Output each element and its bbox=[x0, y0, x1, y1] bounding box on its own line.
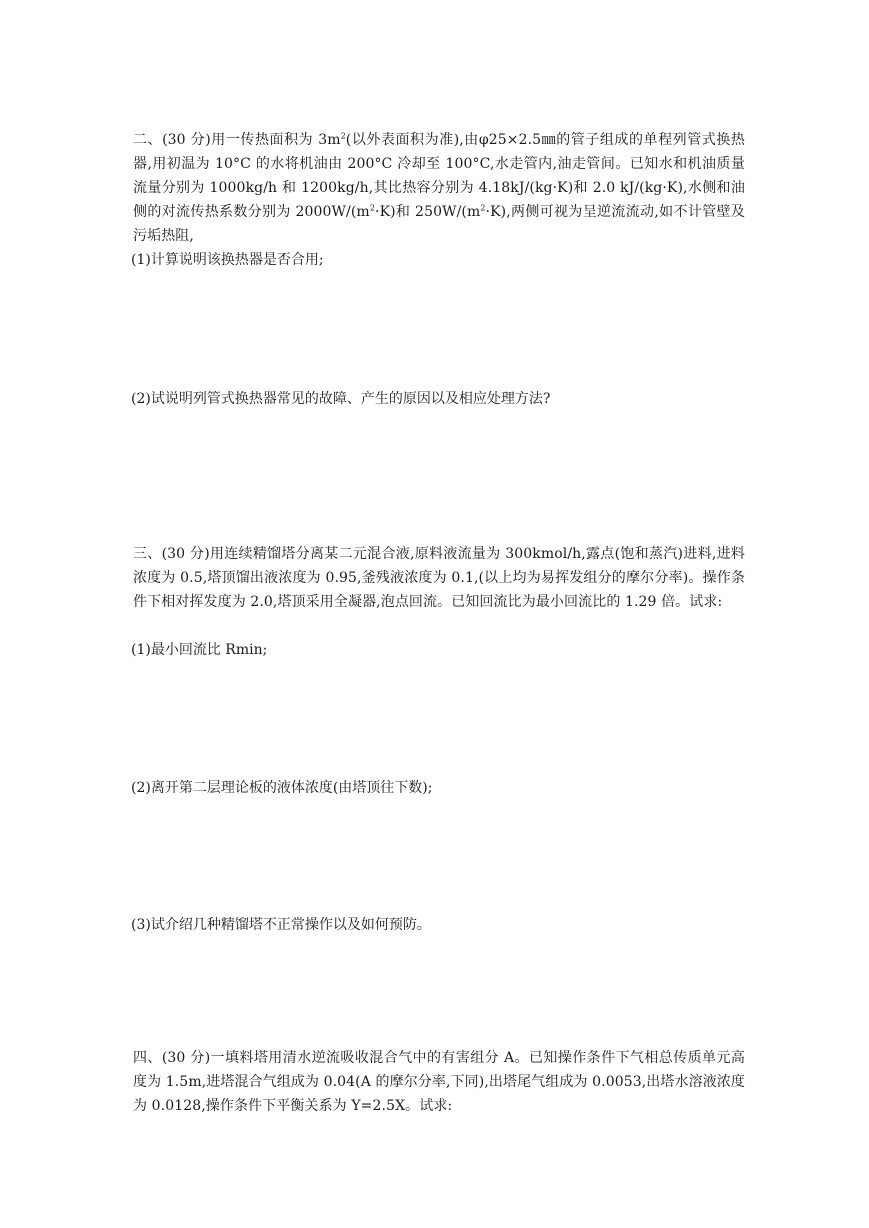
question-2-stem: 二、(30 分)用一传热面积为 $3m^2$(以外表面积为准),由φ25×2.5㎜的管子组成的单程列管式换热器,用初温为 10°C 的水将机油由 200°C 冷却至 100°C,水走管内,油走管间。已知水和机油质量流量分别为 1000kg/h 和 1200kg/h,其比热容分别为 4.18kJ/(kg·K)和 2.0 kJ/(kg·K),水侧和油侧的对流传热系数分别为 $2000W/(m^2\cdot K)$和 $250W/(m^2\cdot K)$,两侧可视为呈逆流流动,如不计管壁及污垢热阻, bbox=[133, 131, 745, 244]
question-3-sub-1: (1)最小回流比 Rmin; bbox=[131, 642, 268, 658]
question-3-sub-3: (3)试介绍几种精馏塔不正常操作以及如何预防。 bbox=[131, 917, 431, 933]
superscript-2: 2 bbox=[369, 203, 376, 213]
superscript-2: 2 bbox=[480, 203, 486, 213]
question-4-stem: 四、(30 分)一填料塔用清水逆流吸收混合气中的有害组分 A。已知操作条件下气相总传质单元高度为 1.5m,进塔混合气组成为 0.04(A 的摩尔分率,下同),出塔尾气组成为 0.0053,出塔水溶液浓度为 0.0128,操作条件下平衡关系为 Y=2.5X。试求: bbox=[133, 1050, 745, 1114]
question-2-sub-2: (2)试说明列管式换热器常见的故障、产生的原因以及相应处理方法? bbox=[131, 391, 551, 407]
question-3-sub-2: (2)离开第二层理论板的液体浓度(由塔顶往下数); bbox=[131, 780, 433, 796]
question-3-stem: 三、(30 分)用连续精馏塔分离某二元混合液,原料液流量为 300kmol/h,露点(饱和蒸汽)进料,进料浓度为 0.5,塔顶馏出液浓度为 0.95,釜残液浓度为 0.1,(以上均为易挥发组分的摩尔分率)。操作条件下相对挥发度为 2.0,塔顶采用全凝器,泡点回流。已知回流比为最小回流比的 1.29 倍。试求: bbox=[133, 546, 745, 610]
question-2-sub-1: (1)计算说明该换热器是否合用; bbox=[131, 252, 324, 268]
superscript-2: 2 bbox=[340, 131, 346, 141]
